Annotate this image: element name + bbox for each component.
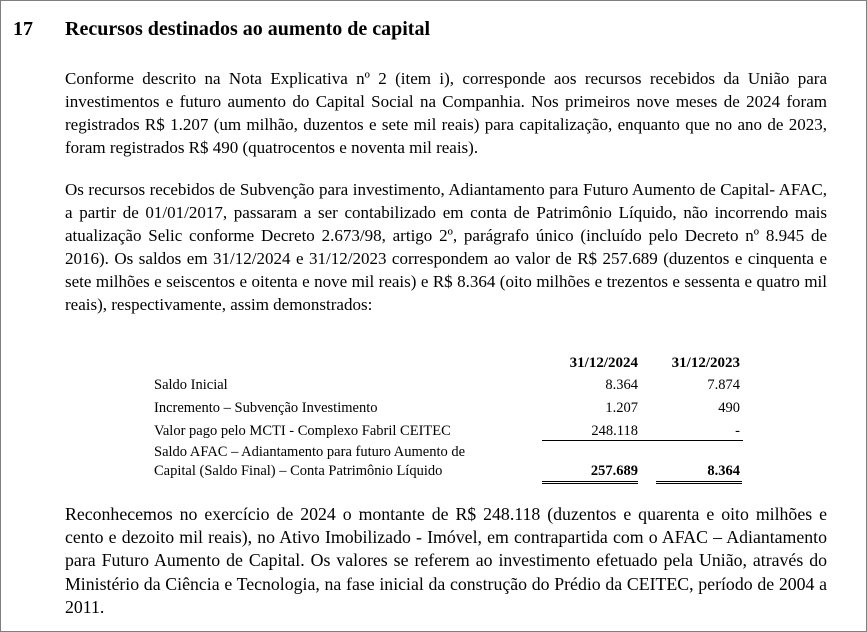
table-row [151, 399, 743, 419]
column-header-2023: 31/12/2023 [671, 355, 740, 371]
total-rule-2023-a [656, 481, 742, 482]
total-rule-2024-a [542, 481, 638, 482]
section-heading [13, 16, 430, 42]
section-title: Recursos destinados ao aumento de capital [65, 18, 431, 40]
row-label: Valor pago pelo MCTI - Complexo Fabril CEITEC [154, 423, 451, 439]
paragraph-2: Os recursos recebidos de Subvenção para investimento, Adiantamento para Futuro Aumento de Capital- AFAC, a partir de 01/01/2017, passaram a ser contabilizado em conta de Patrimônio Líquido, não incorrendo mais atualização Selic conforme Decreto 2.673/98, artigo 2º, parágrafo único (incluído pelo Decreto nº 8.945 de 2016). Os saldos em 31/12/2024 e 31/12/2023 correspondem ao valor de R$ 257.689 (duzentos e cinquenta e sete milhões e seiscentos e oitenta e nove mil reais) e R$ 8.364 (oito milhões e trezentos e sessenta e quatro mil reais), respectivamente, assim demonstrados: [65, 180, 827, 314]
paragraph-1: Conforme descrito na Nota Explicativa nº 2 (item i), corresponde aos recursos recebidos da União para investimentos e futuro aumento do Capital Social na Companhia. Nos primeiros nove meses de 2024 foram registrados R$ 1.207 (um milhão, duzentos e sete mil reais) para capitalização, enquanto que no ano de 2023, foram registrados R$ 490 (quatrocentos e noventa mil reais). [65, 69, 827, 157]
section-number: 17 [13, 18, 33, 40]
total-rule-2024-b [542, 483, 638, 484]
row-value-2024: 1.207 [605, 400, 638, 416]
paragraph-3: Reconhecemos no exercício de 2024 o montante de R$ 248.118 (duzentos e quarenta e oito milhões e cento e dezoito mil reais), no Ativo Imobilizado - Imóvel, em contrapartida com o AFAC – Adiantamento para Futuro Aumento de Capital. Os valores se referem ao investimento efetuado pela União, através do Ministério da Ciência e Tecnologia, na fase inicial da construção do Prédio da CEITEC, período de 2004 a 2011. [65, 504, 827, 617]
row-value-2024: 248.118 [591, 423, 638, 439]
total-label-line2: Capital (Saldo Final) – Conta Patrimônio Líquido [154, 463, 443, 479]
row-value-2023: 490 [718, 400, 740, 416]
table-row [151, 422, 743, 442]
total-value-2023: 8.364 [707, 463, 740, 479]
total-value-2024: 257.689 [590, 463, 638, 479]
total-rule-2023-b [656, 483, 742, 484]
subtotal-rule [542, 440, 743, 441]
row-label: Incremento – Subvenção Investimento [154, 400, 378, 416]
table-row [151, 376, 743, 396]
row-label: Saldo Inicial [154, 377, 228, 393]
row-value-2023: - [735, 423, 740, 439]
column-header-2024: 31/12/2024 [569, 355, 638, 371]
total-label-line1: Saldo AFAC – Adiantamento para futuro Aumento de [154, 444, 466, 460]
row-value-2024: 8.364 [605, 377, 638, 393]
total-row [151, 443, 743, 483]
row-value-2023: 7.874 [707, 377, 740, 393]
